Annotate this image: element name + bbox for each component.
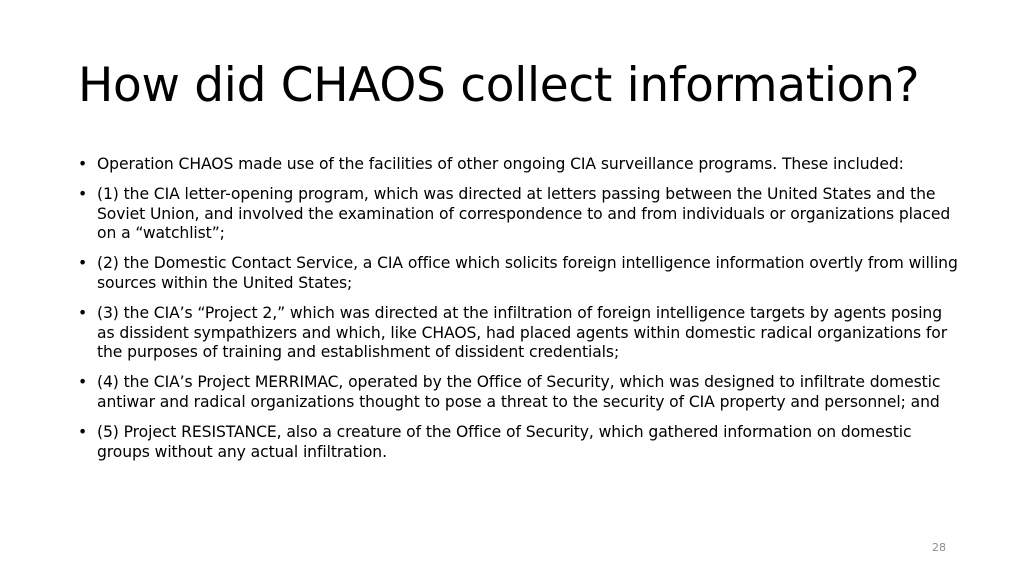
slide-title: How did CHAOS collect information?: [78, 58, 920, 113]
bullet-dot-icon: •: [78, 155, 88, 173]
bullet-text: (1) the CIA letter-opening program, which was directed at letters passing between the United States and the Soviet Union, and involved the examination of correspondence to and from individuals or organizations placed on a “watchlist”;: [97, 184, 951, 243]
bullet-item: [78, 304, 958, 363]
bullet-item: [78, 155, 958, 175]
bullet-text: Operation CHAOS made use of the facilities of other ongoing CIA surveillance programs. These included:: [97, 155, 904, 173]
bullet-dot-icon: •: [78, 373, 88, 392]
bullet-text: (4) the CIA’s Project MERRIMAC, operated by the Office of Security, which was designed to infiltrate domestic antiwar and radical organizations thought to pose a threat to the security of CIA property and personnel; and: [97, 373, 941, 411]
bullet-dot-icon: •: [78, 303, 88, 322]
bullet-text: (2) the Domestic Contact Service, a CIA office which solicits foreign intelligence information overtly from willing sources within the United States;: [97, 254, 958, 292]
bullet-item: [78, 423, 958, 463]
bullet-dot-icon: •: [78, 184, 88, 203]
bullet-item: [78, 185, 958, 244]
bullet-text: (3) the CIA’s “Project 2,” which was directed at the infiltration of foreign intelligence targets by agents posing as dissident sympathizers and which, like CHAOS, had placed agents within domestic radical organizations for the purposes of training and establishment of dissident credentials;: [97, 303, 948, 362]
bullet-dot-icon: •: [78, 254, 88, 273]
bullet-list: [78, 155, 958, 472]
bullet-item: [78, 373, 958, 413]
bullet-item: [78, 254, 958, 294]
slide-number: 28: [932, 541, 946, 554]
bullet-dot-icon: •: [78, 422, 88, 441]
bullet-text: (5) Project RESISTANCE, also a creature of the Office of Security, which gathered information on domestic groups without any actual infiltration.: [97, 422, 912, 461]
